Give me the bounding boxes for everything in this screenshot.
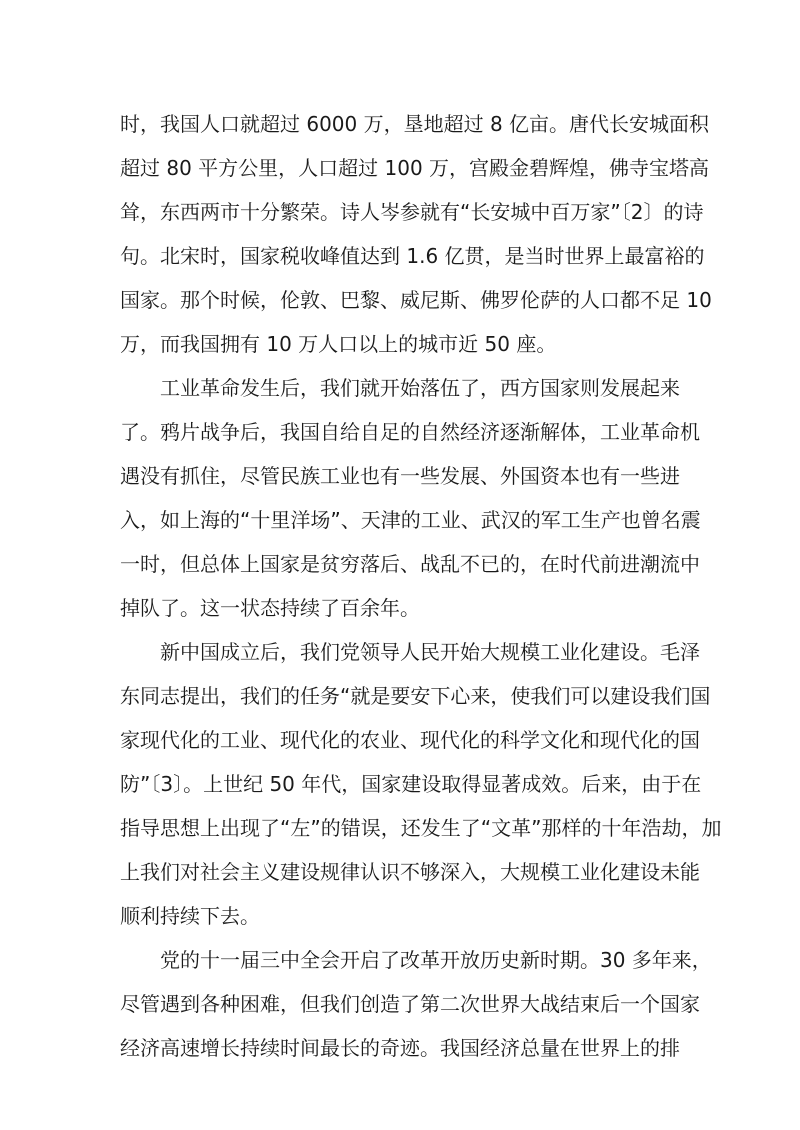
text-line: 万，而我国拥有 10 万人口以上的城市近 50 座。: [120, 332, 557, 356]
text-line: 防”〔3〕。上世纪 50 年代，国家建设取得显著成效。后来，由于在: [120, 772, 702, 796]
text-line: 超过 80 平方公里，人口超过 100 万，宫殿金碧辉煌，佛寺宝塔高: [120, 156, 710, 180]
text-line: 家现代化的工业、现代化的农业、现代化的科学文化和现代化的国: [120, 728, 700, 752]
paragraph-first-line: 党的十一届三中全会开启了改革开放历史新时期。30 多年来，: [160, 948, 712, 972]
text-line: 一时，但总体上国家是贫穷落后、战乱不已的，在时代前进潮流中: [120, 552, 700, 576]
text-line: 时，我国人口就超过 6000 万，垦地超过 8 亿亩。唐代长安城面积: [120, 112, 710, 136]
text-line: 东同志提出，我们的任务“就是要安下心来，使我们可以建设我们国: [120, 684, 711, 708]
text-line: 掉队了。这一状态持续了百余年。: [120, 596, 420, 620]
text-line: 入，如上海的“十里洋场”、天津的工业、武汉的军工生产也曾名震: [120, 508, 701, 532]
paragraph-first-line: 工业革命发生后，我们就开始落伍了，西方国家则发展起来: [160, 376, 680, 400]
text-line: 上我们对社会主义建设规律认识不够深入，大规模工业化建设未能: [120, 860, 700, 884]
text-line: 尽管遇到各种困难，但我们创造了第二次世界大战结束后一个国家: [120, 992, 700, 1016]
text-line: 国家。那个时候，伦敦、巴黎、威尼斯、佛罗伦萨的人口都不足 10: [120, 288, 712, 312]
text-line: 遇没有抓住，尽管民族工业也有一些发展、外国资本也有一些进: [120, 464, 680, 488]
text-line: 了。鸦片战争后，我国自给自足的自然经济逐渐解体，工业革命机: [120, 420, 700, 444]
text-line: 指导思想上出现了“左”的错误，还发生了“文革”那样的十年浩劫，加: [120, 816, 722, 840]
text-line: 经济高速增长持续时间最长的奇迹。我国经济总量在世界上的排: [120, 1036, 680, 1060]
paragraph-first-line: 新中国成立后，我们党领导人民开始大规模工业化建设。毛泽: [160, 640, 700, 664]
text-line: 耸，东西两市十分繁荣。诗人岑参就有“长安城中百万家”〔2〕的诗: [120, 200, 704, 224]
text-line: 顺利持续下去。: [120, 904, 260, 928]
text-line: 句。北宋时，国家税收峰值达到 1.6 亿贯，是当时世界上最富裕的: [120, 244, 705, 268]
